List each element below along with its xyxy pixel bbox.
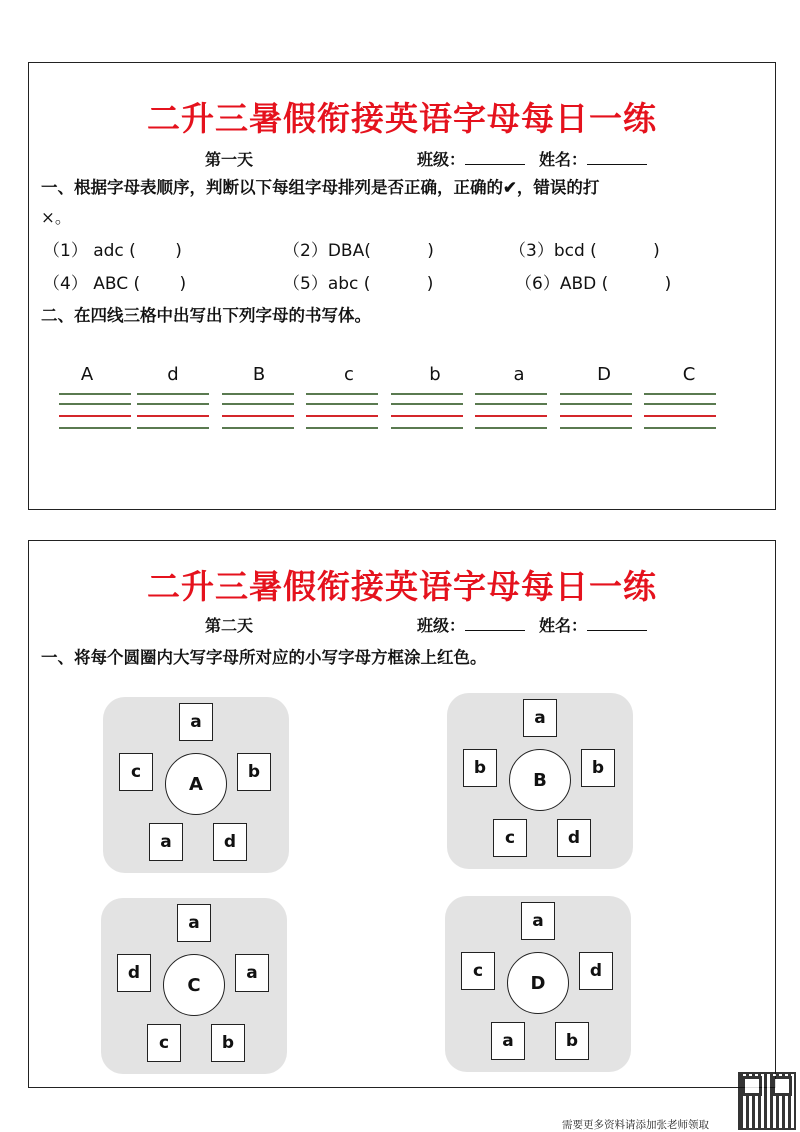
lowercase-box[interactable]: a — [235, 954, 269, 992]
lowercase-box[interactable]: d — [579, 952, 613, 990]
writing-grid[interactable] — [391, 393, 463, 433]
judge-item-5[interactable]: （5）abc ( ) — [283, 274, 434, 294]
judge-item-2[interactable]: （2）DBA( ) — [283, 241, 434, 261]
worksheet-day-1 — [28, 62, 776, 510]
worksheet-day-2 — [28, 540, 776, 1088]
judge-item-6[interactable]: （6）ABD ( ) — [515, 274, 672, 294]
writing-grid[interactable] — [222, 393, 294, 433]
writing-grid[interactable] — [644, 393, 716, 433]
worksheet-title: 二升三暑假衔接英语字母每日一练 — [147, 567, 657, 606]
lowercase-box[interactable]: c — [147, 1024, 181, 1062]
section1-instruction-cont: ×。 — [41, 208, 72, 227]
lowercase-box[interactable]: b — [237, 753, 271, 791]
lowercase-box[interactable]: b — [211, 1024, 245, 1062]
writing-grid[interactable] — [306, 393, 378, 433]
uppercase-circle: D — [507, 952, 569, 1014]
lowercase-box[interactable]: a — [491, 1022, 525, 1060]
letter-label: C — [682, 364, 696, 385]
day-label: 第一天 — [205, 150, 254, 169]
judge-item-1[interactable]: （1） adc ( ) — [43, 241, 182, 261]
name-blank[interactable] — [587, 148, 647, 165]
class-label: 班级： — [417, 616, 466, 635]
writing-grid[interactable] — [475, 393, 547, 433]
class-field[interactable] — [417, 613, 525, 636]
uppercase-circle: A — [165, 753, 227, 815]
lowercase-box[interactable]: b — [463, 749, 497, 787]
lowercase-box[interactable]: c — [461, 952, 495, 990]
class-blank[interactable] — [465, 148, 525, 165]
worksheet-title: 二升三暑假衔接英语字母每日一练 — [147, 99, 657, 138]
uppercase-circle: C — [163, 954, 225, 1016]
writing-grid[interactable] — [560, 393, 632, 433]
letter-label: d — [167, 364, 179, 385]
letter-group-a — [103, 697, 289, 873]
name-label: 姓名： — [539, 616, 588, 635]
name-field[interactable] — [539, 147, 647, 170]
section1-instruction: 一、根据字母表顺序，判断以下每组字母排列是否正确，正确的✔，错误的打 — [41, 178, 600, 197]
lowercase-box[interactable]: a — [521, 902, 555, 940]
judge-item-4[interactable]: （4） ABC ( ) — [43, 274, 187, 294]
lowercase-box[interactable]: c — [493, 819, 527, 857]
class-field[interactable] — [417, 147, 525, 170]
uppercase-circle: B — [509, 749, 571, 811]
name-label: 姓名： — [539, 150, 588, 169]
letter-label: B — [252, 364, 266, 385]
day-label: 第二天 — [205, 616, 254, 635]
letter-group-b — [447, 693, 633, 869]
class-label: 班级： — [417, 150, 466, 169]
judge-item-3[interactable]: （3）bcd ( ) — [509, 241, 660, 261]
letter-label: c — [344, 364, 354, 385]
lowercase-box[interactable]: b — [581, 749, 615, 787]
letter-label: D — [597, 364, 611, 385]
name-field[interactable] — [539, 613, 647, 636]
lowercase-box[interactable]: b — [555, 1022, 589, 1060]
letter-label: a — [513, 364, 525, 385]
lowercase-box[interactable]: a — [177, 904, 211, 942]
lowercase-box[interactable]: a — [523, 699, 557, 737]
lowercase-box[interactable]: d — [117, 954, 151, 992]
letter-group-c — [101, 898, 287, 1074]
lowercase-box[interactable]: a — [179, 703, 213, 741]
lowercase-box[interactable]: d — [213, 823, 247, 861]
letter-label: A — [80, 364, 94, 385]
letter-label: b — [429, 364, 441, 385]
letter-group-d — [445, 896, 631, 1072]
lowercase-box[interactable]: d — [557, 819, 591, 857]
qr-code-icon — [738, 1072, 796, 1130]
coloring-instruction: 一、将每个圆圈内大写字母所对应的小写字母方框涂上红色。 — [41, 648, 487, 667]
footer-note: 需要更多资料请添加张老师领取 — [562, 1119, 709, 1131]
writing-grid[interactable] — [137, 393, 209, 433]
name-blank[interactable] — [587, 614, 647, 631]
lowercase-box[interactable]: c — [119, 753, 153, 791]
class-blank[interactable] — [465, 614, 525, 631]
writing-grid[interactable] — [59, 393, 131, 433]
lowercase-box[interactable]: a — [149, 823, 183, 861]
section2-instruction: 二、在四线三格中出写出下列字母的书写体。 — [41, 306, 371, 325]
